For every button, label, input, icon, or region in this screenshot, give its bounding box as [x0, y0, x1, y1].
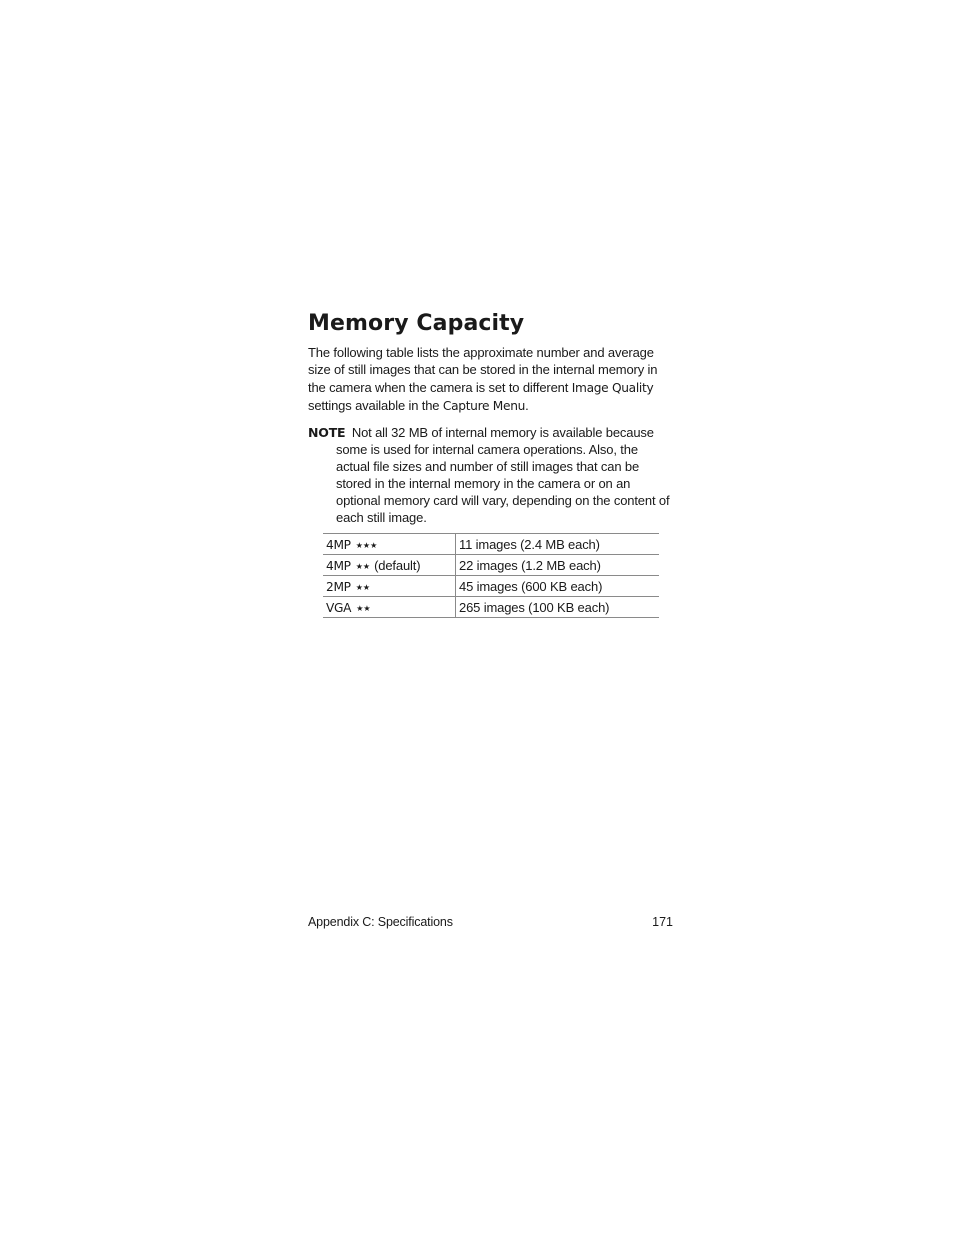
- setting-name: 2MP: [326, 579, 351, 594]
- capacity-cell: 45 images (600 KB each): [456, 576, 660, 597]
- note-label: NOTE: [308, 425, 346, 441]
- intro-text-before: The following table lists the approximate number and average size of still images that can be stored in the internal memory in the camera when the camera is set to different: [308, 345, 658, 395]
- setting-name: 4MP: [326, 558, 351, 573]
- footer-chapter: Appendix C: Specifications: [308, 915, 453, 929]
- content-column: [308, 308, 674, 526]
- page-number: 171: [652, 915, 673, 929]
- table-row: [323, 534, 659, 555]
- image-quality-cell: [323, 597, 456, 618]
- two-stars-icon: ★★: [355, 582, 371, 592]
- capacity-cell: 265 images (100 KB each): [456, 597, 660, 618]
- memory-capacity-table: [323, 533, 659, 618]
- default-label: (default): [374, 557, 421, 573]
- page-title: Memory Capacity: [308, 311, 525, 336]
- table-row: [323, 597, 659, 618]
- intro-text-after: .: [525, 397, 529, 413]
- note-paragraph: [308, 424, 674, 526]
- two-stars-icon: ★★: [355, 561, 371, 571]
- image-quality-cell: [323, 534, 456, 555]
- three-stars-icon: ★★★: [355, 540, 378, 550]
- capacity-cell: 11 images (2.4 MB each): [456, 534, 660, 555]
- capture-menu-term: Capture Menu: [442, 398, 526, 413]
- note-text: Not all 32 MB of internal memory is available because some is used for internal camera operations. Also, the actual file sizes and number of still images that can be stored in the internal memory in the camera or on an optional memory card will vary, depending on the content of each still image.: [336, 425, 670, 526]
- image-quality-cell: [323, 576, 456, 597]
- table-row: [323, 555, 659, 576]
- capacity-cell: 22 images (1.2 MB each): [456, 555, 660, 576]
- table-row: [323, 576, 659, 597]
- image-quality-cell: [323, 555, 456, 576]
- image-quality-term: Image Quality: [571, 380, 654, 395]
- two-stars-icon: ★★: [356, 603, 371, 613]
- setting-name: VGA: [326, 600, 352, 615]
- intro-paragraph: [308, 344, 674, 415]
- intro-text-middle: settings available in the: [308, 397, 440, 413]
- setting-name: 4MP: [326, 537, 351, 552]
